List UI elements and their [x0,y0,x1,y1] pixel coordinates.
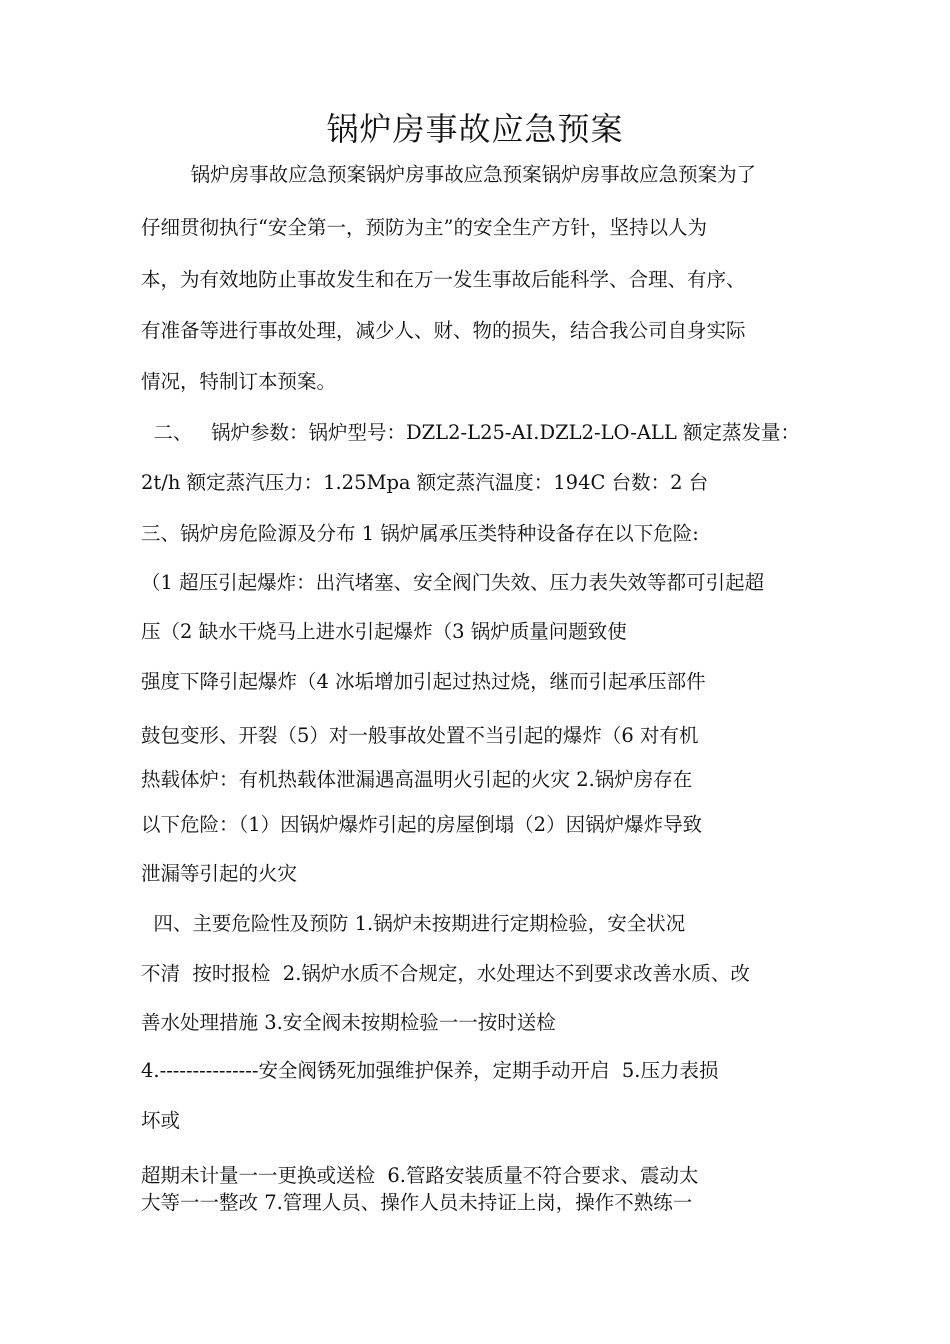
text-line: 四、主要危险性及预防 1.锅炉未按期进行定期检验，安全状况 [141,912,686,935]
text-line: 超期未计量一一更换或送检 6.管路安装质量不符合要求、震动太 [141,1164,699,1187]
text-line: 有准备等进行事故处理，减少人、财、物的损失，结合我公司自身实际 [141,319,746,342]
text-line: 锅炉房事故应急预案锅炉房事故应急预案锅炉房事故应急预案为了 [141,163,757,186]
text-line: 本，为有效地防止事故发生和在万一发生事故后能科学、合理、有序、 [141,268,746,291]
text-line: 压（2 缺水干烧马上进水引起爆炸（3 锅炉质量问题致使 [141,620,627,643]
text-line: 善水处理措施 3.安全阀未按期检验一一按时送检 [141,1011,556,1034]
text-line: 鼓包变形、开裂（5）对一般事故处置不当引起的爆炸（6 对有机 [141,724,699,747]
document-title: 锅炉房事故应急预案 [326,110,624,148]
text-line: 情况，特制订本预案。 [141,370,337,393]
text-line: 不清 按时报检 2.锅炉水质不合规定，水处理达不到要求改善水质、改 [141,962,750,985]
text-line: 热载体炉：有机热载体泄漏遇高温明火引起的火灾 2.锅炉房存在 [141,768,693,791]
text-line: 2t/h 额定蒸汽压力：1.25Mpa 额定蒸汽温度：194C 台数：2 台 [141,471,709,494]
text-line: 仔细贯彻执行“安全第一，预防为主”的安全生产方针，坚持以人为 [141,216,707,239]
text-line: 泄漏等引起的火灾 [141,862,298,885]
text-line: （1 超压引起爆炸：出汽堵塞、安全阀门失效、压力表失效等都可引起超 [141,571,765,594]
text-line: 强度下降引起爆炸（4 冰垢增加引起过热过烧，继而引起承压部件 [141,670,706,693]
text-line: 4.---------------安全阀锈死加强维护保养，定期手动开启 5.压力表损 [141,1059,719,1082]
text-line: 二、 锅炉参数：锅炉型号：DZL2-L25-AI.DZL2-LO-ALL 额定蒸发量： [141,421,801,444]
text-line: 坏或 [141,1109,181,1132]
text-line: 以下危险：（1）因锅炉爆炸引起的房屋倒塌（2）因锅炉爆炸导致 [141,813,703,836]
text-line: 三、锅炉房危险源及分布 1 锅炉属承压类特种设备存在以下危险: [141,522,699,545]
text-line: 大等一一整改 7.管理人员、操作人员未持证上岗，操作不熟练一 [141,1191,693,1214]
